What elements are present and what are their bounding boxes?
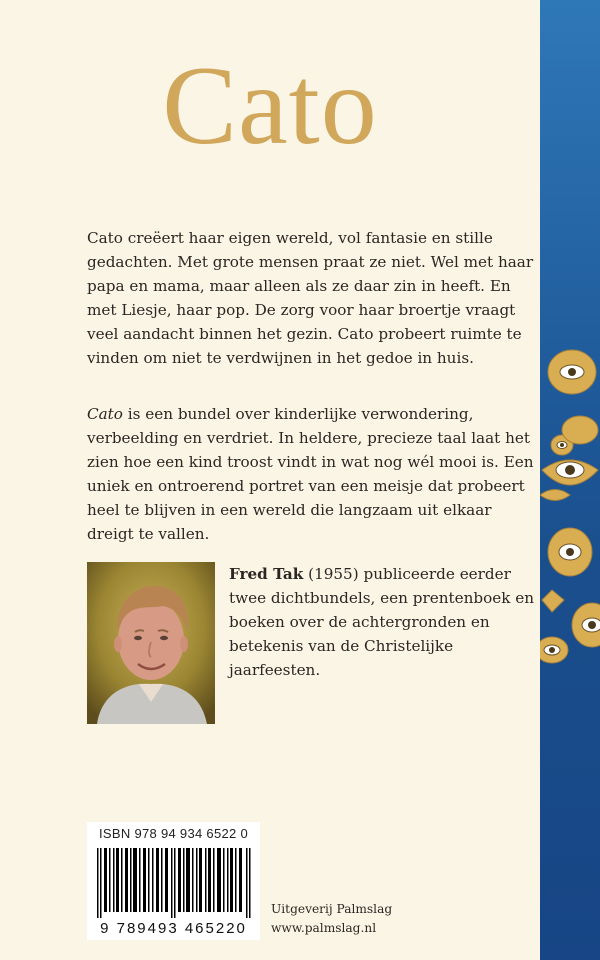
author-bio-text: (1955) publiceerde eerder twee dichtbundels, een prentenboek en boeken over de achtergronden en betekenis van de Christelijke jaarfeesten. [229, 565, 535, 679]
author-bio [229, 562, 539, 682]
blurb-title-italic: Cato [87, 405, 123, 423]
blurb-paragraph-2-text: is een bundel over kinderlijke verwondering, verbeelding en verdriet. In heldere, precieze taal laat het zien hoe een kind troost vindt in wat nog wél mooi is. Een uniek en ontroerend portret van een meisje dat probeert heel te blijven in een wereld die langzaam uit elkaar dreigt te vallen. [87, 405, 534, 543]
blurb-paragraph-1: Cato creëert haar eigen wereld, vol fantasie en stille gedachten. Met grote mensen praat ze niet. Wel met haar papa en mama, maar alleen als ze daar zin in heeft. En met Liesje, haar pop. De zorg voor haar broertje vraagt veel aandacht binnen het gezin. Cato probeert ruimte te vinden om niet te verdwijnen in het gedoe in huis. [87, 229, 534, 367]
blurb-paragraph-2 [87, 402, 537, 546]
barcode-panel [87, 822, 260, 940]
author-name: Fred Tak [229, 565, 304, 583]
spine-strip [540, 0, 600, 960]
isbn-label: ISBN 978 94 934 6522 0 [99, 826, 248, 841]
book-title: Cato [162, 44, 378, 168]
author-photo [87, 562, 215, 724]
barcode-number: 9 789493 465220 [100, 920, 247, 937]
gold-eye-icon [540, 350, 600, 663]
barcode [95, 848, 253, 918]
publisher-name: Uitgeverij Palmslag [271, 902, 393, 916]
publisher-url: www.palmslag.nl [271, 921, 377, 935]
publisher-info [271, 900, 392, 938]
